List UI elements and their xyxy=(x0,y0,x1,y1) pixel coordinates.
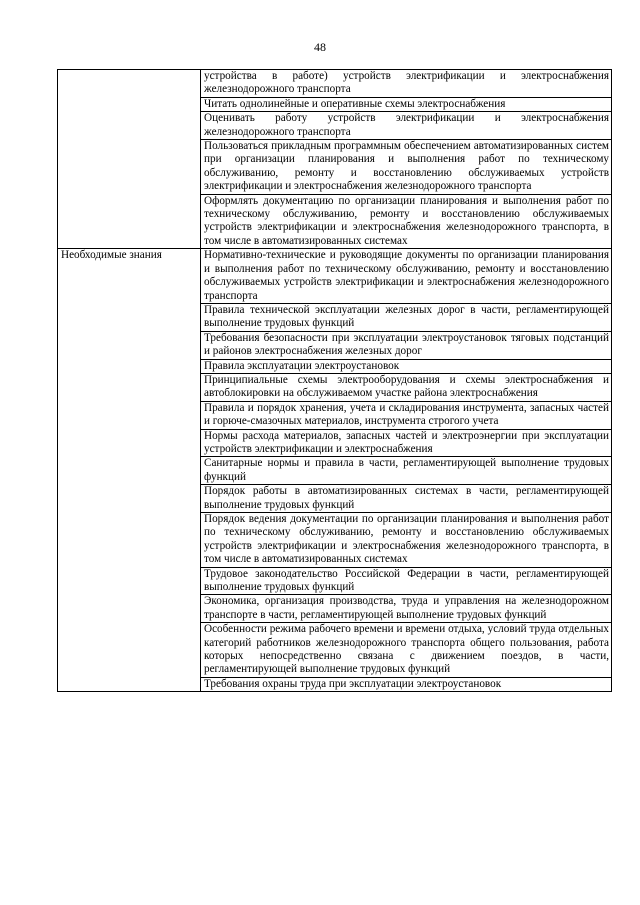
table-cell: Порядок работы в автоматизированных системах в части, регламентирующей выполнение трудовых функций xyxy=(201,485,612,513)
page-number: 48 xyxy=(314,40,326,54)
table-cell: Нормативно-технические и руководящие документы по организации планирования и выполнения работ по техническому обслуживанию, ремонту и восстановлению обслуживаемых устройств электрификации и электроснабжения железнодорожного транспорта xyxy=(201,249,612,304)
section-label-required-knowledge: Необходимые знания xyxy=(58,249,201,692)
table-cell: Нормы расхода материалов, запасных частей и электроэнергии при эксплуатации устройств электрификации и электроснабжения xyxy=(201,429,612,457)
table-cell: Принципиальные схемы электрооборудования и схемы электроснабжения и автоблокировки на обслуживаемом участке района электроснабжения xyxy=(201,373,612,401)
table-cell: Порядок ведения документации по организации планирования и выполнения работ по техническому обслуживанию, ремонту и восстановлению обслуживаемых устройств электрификации и электроснабжения железнодорожного транспорта, в том числе в автоматизированных системах xyxy=(201,513,612,568)
table-cell: Читать однолинейные и оперативные схемы электроснабжения xyxy=(201,97,612,111)
table-cell: Правила и порядок хранения, учета и складирования инструмента, запасных частей и горюче-смазочных материалов, инструмента строгого учета xyxy=(201,401,612,429)
section-label xyxy=(58,70,201,249)
table-cell: Пользоваться прикладным программным обеспечением автоматизированных систем при организации планирования и выполнения работ по техническому обслуживанию, ремонту и восстановлению обслуживаемых устройств электрификации и электроснабжения железнодорожного транспорта xyxy=(201,140,612,195)
table-cell: Правила эксплуатации электроустановок xyxy=(201,359,612,373)
table-cell: Трудовое законодательство Российской Федерации в части, регламентирующей выполнение трудовых функций xyxy=(201,567,612,595)
qualification-table xyxy=(57,69,612,692)
table-cell: Требования безопасности при эксплуатации электроустановок тяговых подстанций и районов электроснабжения железных дорог xyxy=(201,331,612,359)
table-cell: Особенности режима рабочего времени и времени отдыха, условий труда отдельных категорий работников железнодорожного транспорта общего пользования, работа которых непосредственно связана с движением поездов, в части, регламентирующей выполнение трудовых функций xyxy=(201,623,612,678)
table-cell: Правила технической эксплуатации железных дорог в части, регламентирующей выполнение трудовых функций xyxy=(201,303,612,331)
table-cell: Требования охраны труда при эксплуатации электроустановок xyxy=(201,677,612,691)
table-cell: Оценивать работу устройств электрификации и электроснабжения железнодорожного транспорта xyxy=(201,112,612,140)
table-cell: Оформлять документацию по организации планирования и выполнения работ по техническому обслуживанию, ремонту и восстановлению обслуживаемых устройств электрификации и электроснабжения железнодорожного транспорта, в том числе в автоматизированных системах xyxy=(201,194,612,249)
table-row xyxy=(58,249,612,304)
table-row xyxy=(58,70,612,98)
table-cell: Санитарные нормы и правила в части, регламентирующей выполнение трудовых функций xyxy=(201,457,612,485)
table-cell: устройства в работе) устройств электрификации и электроснабжения железнодорожного транспорта xyxy=(201,70,612,98)
table-cell: Экономика, организация производства, труда и управления на железнодорожном транспорте в части, регламентирующей выполнение трудовых функций xyxy=(201,595,612,623)
